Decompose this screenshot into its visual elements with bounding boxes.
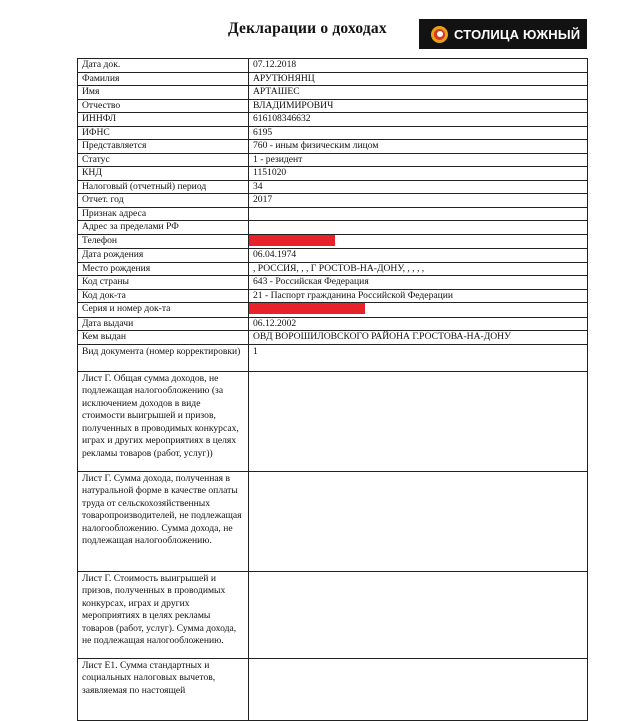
field-label: Налоговый (отчетный) период: [78, 180, 249, 194]
table-row: [78, 126, 588, 140]
field-value: 07.12.2018: [249, 59, 588, 73]
field-value: [249, 234, 588, 249]
table-row: [78, 72, 588, 86]
table-row: [78, 180, 588, 194]
table-row: [78, 86, 588, 100]
field-label: Лист Г. Общая сумма доходов, не подлежащая налогообложению (за исключением доходов в виде стоимости выигрышей и призов, полученных в проводимых конкурсах, играх и других мероприятиях в целях рекламы товаров (работ, услуг)): [78, 371, 249, 471]
field-label: Дата док.: [78, 59, 249, 73]
table-row: [78, 471, 588, 571]
field-label: Имя: [78, 86, 249, 100]
field-value: , РОССИЯ, , , Г РОСТОВ-НА-ДОНУ, , , , ,: [249, 262, 588, 276]
table-row: [78, 249, 588, 263]
field-label: Телефон: [78, 234, 249, 249]
field-label: Серия и номер док-та: [78, 303, 249, 318]
field-value: [249, 207, 588, 221]
table-row: [78, 262, 588, 276]
field-label: Отчество: [78, 99, 249, 113]
field-value: 1: [249, 344, 588, 371]
field-label: Лист Г. Стоимость выигрышей и призов, полученных в проводимых конкурсах, играх и других мероприятиях в целях рекламы товаров (работ, услуг). Сумма дохода, не подлежащая налогообложению.: [78, 571, 249, 658]
table-row: [78, 194, 588, 208]
table-row: [78, 317, 588, 331]
field-label: Фамилия: [78, 72, 249, 86]
field-label: Лист Е1. Сумма стандартных и социальных налоговых вычетов, заявляемая по настоящей: [78, 658, 249, 720]
field-value: [249, 221, 588, 235]
table-row: [78, 371, 588, 471]
field-label: Место рождения: [78, 262, 249, 276]
logo-icon: [431, 26, 448, 43]
field-label: Код док-та: [78, 289, 249, 303]
field-value: [249, 471, 588, 571]
field-value: 21 - Паспорт гражданина Российской Федерации: [249, 289, 588, 303]
field-label: Представляется: [78, 140, 249, 154]
table-row: [78, 344, 588, 371]
document-number-redaction: [249, 303, 365, 314]
field-value: 6195: [249, 126, 588, 140]
field-value: ВЛАДИМИРОВИЧ: [249, 99, 588, 113]
field-value: ОВД ВОРОШИЛОВСКОГО РАЙОНА Г.РОСТОВА-НА-ДОНУ: [249, 331, 588, 345]
field-label: Признак адреса: [78, 207, 249, 221]
field-value: 1 - резидент: [249, 153, 588, 167]
field-value: 06.04.1974: [249, 249, 588, 263]
field-value: 34: [249, 180, 588, 194]
field-value: [249, 371, 588, 471]
page-title: Декларации о доходах: [228, 20, 387, 37]
field-value: 2017: [249, 194, 588, 208]
table-row: [78, 167, 588, 181]
field-value: [249, 303, 588, 318]
table-row: [78, 153, 588, 167]
logo-text: СТОЛИЦА ЮЖНЫЙ: [454, 26, 581, 42]
field-value: 616108346632: [249, 113, 588, 127]
table-row: [78, 99, 588, 113]
declaration-table: [77, 58, 588, 721]
table-row: [78, 571, 588, 658]
field-value: АРУТЮНЯНЦ: [249, 72, 588, 86]
field-label: ИФНС: [78, 126, 249, 140]
phone-redaction: [249, 235, 335, 246]
field-label: Статус: [78, 153, 249, 167]
field-label: Адрес за пределами РФ: [78, 221, 249, 235]
field-label: Лист Г. Сумма дохода, полученная в натуральной форме в качестве оплаты труда от сельскохозяйственных товаропроизводителей, не подлежащая налогообложению. Сумма дохода, не подлежащая налогообложению.: [78, 471, 249, 571]
table-row: [78, 221, 588, 235]
field-value: [249, 658, 588, 720]
logo: [419, 19, 587, 49]
field-label: КНД: [78, 167, 249, 181]
table-row: [78, 234, 588, 249]
field-value: АРТАШЕС: [249, 86, 588, 100]
field-label: Дата рождения: [78, 249, 249, 263]
table-row: [78, 658, 588, 720]
field-value: 06.12.2002: [249, 317, 588, 331]
field-label: Код страны: [78, 276, 249, 290]
field-label: Вид документа (номер корректировки): [78, 344, 249, 371]
table-row: [78, 207, 588, 221]
table-row: [78, 276, 588, 290]
field-value: 643 - Российская Федерация: [249, 276, 588, 290]
field-label: ИННФЛ: [78, 113, 249, 127]
field-value: 1151020: [249, 167, 588, 181]
table-row: [78, 303, 588, 318]
table-row: [78, 59, 588, 73]
field-label: Отчет. год: [78, 194, 249, 208]
table-row: [78, 289, 588, 303]
table-row: [78, 113, 588, 127]
field-value: [249, 571, 588, 658]
field-label: Кем выдан: [78, 331, 249, 345]
field-value: 760 - иным физическим лицом: [249, 140, 588, 154]
table-row: [78, 331, 588, 345]
field-label: Дата выдачи: [78, 317, 249, 331]
table-row: [78, 140, 588, 154]
